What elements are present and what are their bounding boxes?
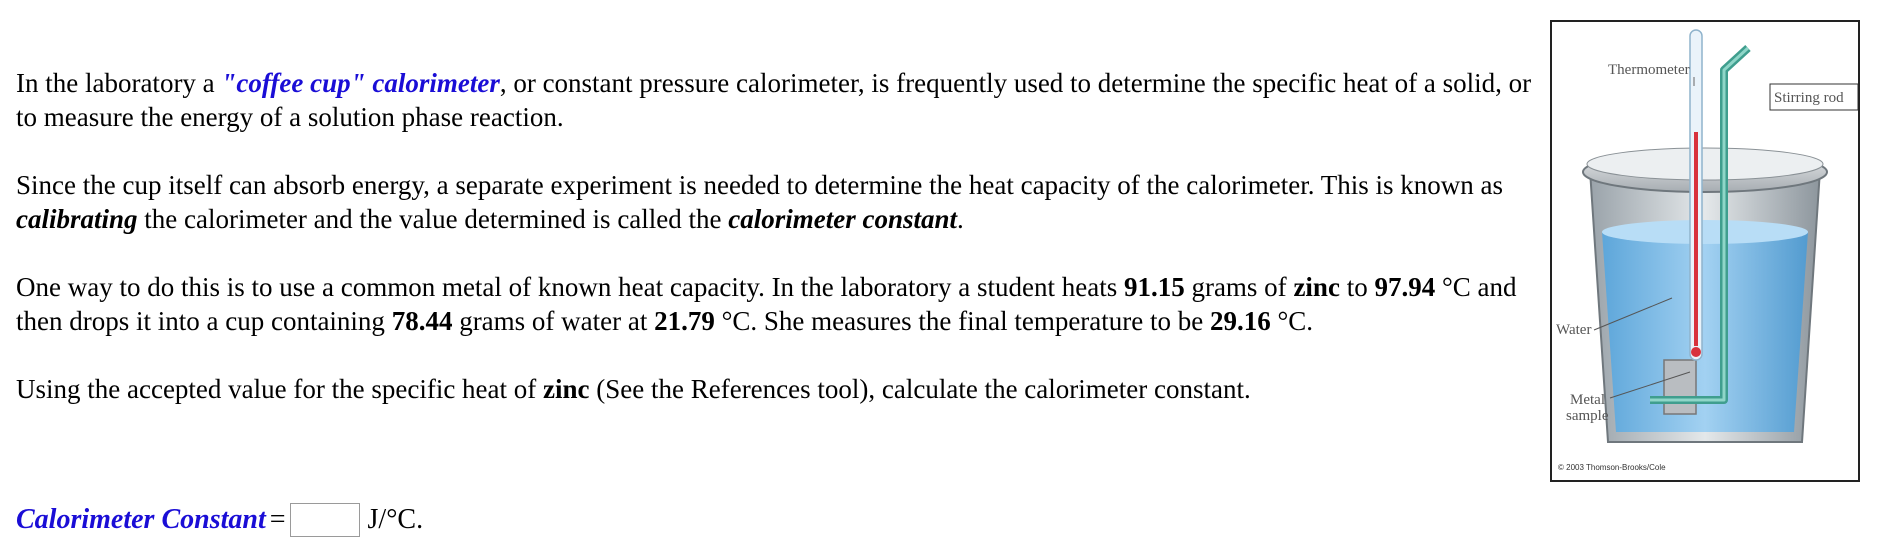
paragraph-calibration [16,168,1546,236]
copyright-text: © 2003 Thomson-Brooks/Cole [1558,463,1666,472]
task-text-post: (See the References tool), calculate the calorimeter constant. [589,374,1251,404]
metal-name: zinc [1293,272,1340,302]
paragraph-experiment [16,270,1546,338]
experiment-text-3: to [1339,272,1375,302]
question-text [16,66,1546,440]
coffee-cup-calorimeter-link[interactable]: "coffee cup" calorimeter [221,68,500,98]
calorimeter-constant-input[interactable] [290,503,360,537]
paragraph-task [16,372,1546,406]
metal-label-line1: Metal [1570,392,1605,408]
water-label: Water [1556,322,1592,338]
water-mass-value: 78.44 [391,306,453,336]
intro-text-pre: In the laboratory a [16,68,222,98]
calorimeter-constant-label[interactable]: Calorimeter Constant [16,504,266,535]
intro-text-post: , or constant pressure calorimeter, is frequently used to determine the specific heat of a solid, or to measure the energy of a solution phase reaction. [16,68,1532,132]
paragraph-intro [16,66,1546,134]
thermometer-bulb [1691,347,1701,357]
calorimeter-illustration [1552,22,1858,480]
experiment-text-4: °C and then drops it into a cup containing [16,272,1517,336]
calibration-text-mid: the calorimeter and the value determined is called the [137,204,729,234]
answer-row [16,500,423,540]
experiment-text-7: °C. [1270,306,1314,336]
calibration-text-post: . [957,204,964,234]
experiment-text-6: °C. She measures the final temperature to be [714,306,1210,336]
thermometer-mercury [1694,132,1698,346]
experiment-text-2: grams of [1184,272,1294,302]
lid-top [1587,148,1823,180]
water-temp-value: 21.79 [654,306,715,336]
metal-sample [1664,360,1696,414]
task-text-pre: Using the accepted value for the specific heat of [16,374,544,404]
experiment-text-1: One way to do this is to use a common metal of known heat capacity. In the laboratory a student heats [16,272,1124,302]
experiment-text-5: grams of water at [452,306,655,336]
calorimeter-diagram [1550,20,1860,482]
answer-unit: J/°C. [367,504,424,535]
water-surface [1602,220,1808,244]
final-temp-value: 29.16 [1210,306,1271,336]
metal-label-line2: sample [1566,408,1609,424]
thermometer-label: Thermometer [1608,62,1690,78]
stirring-rod-label: Stirring rod [1774,90,1844,106]
term-calibrating: calibrating [16,204,138,234]
equals-sign: = [269,504,286,535]
metal-mass-value: 91.15 [1123,272,1185,302]
calibration-text-pre: Since the cup itself can absorb energy, a separate experiment is needed to determine the heat capacity of the calorimeter. This is known as [16,170,1503,200]
metal-temp-value: 97.94 [1374,272,1436,302]
term-calorimeter-constant: calorimeter constant [728,204,958,234]
task-metal-name: zinc [543,374,590,404]
